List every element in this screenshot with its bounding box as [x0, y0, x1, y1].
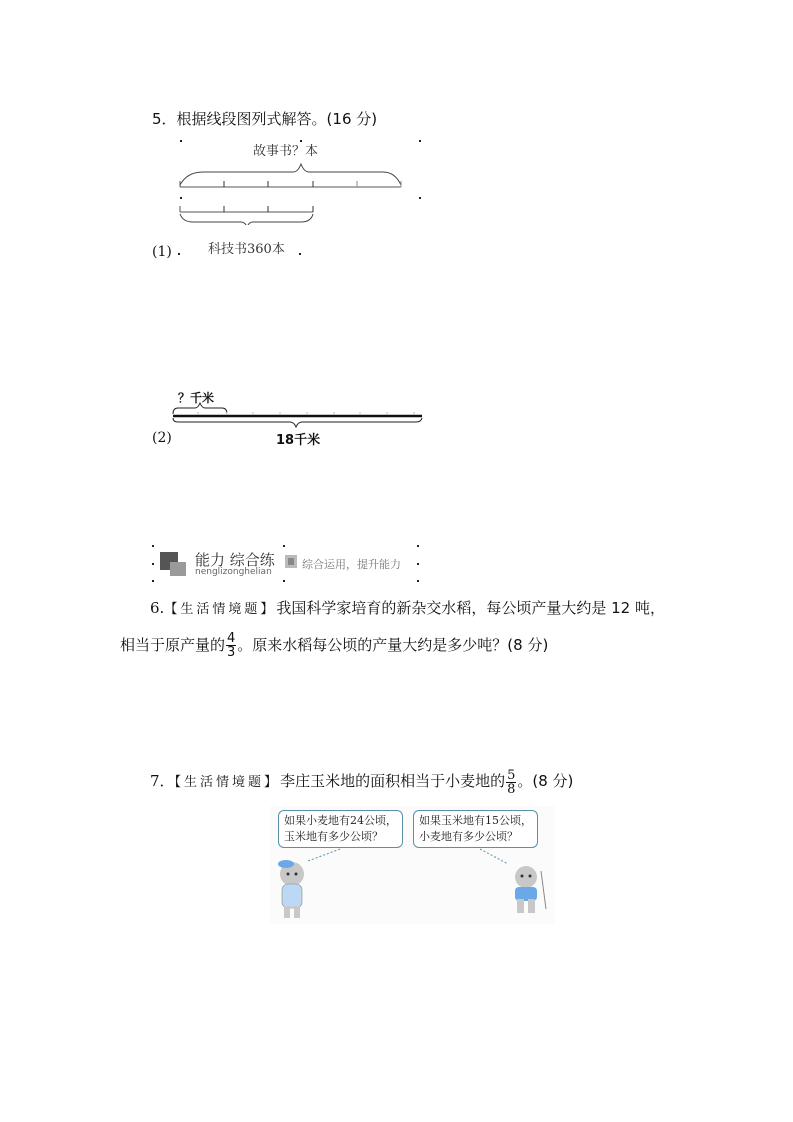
- fraction-numerator: 4: [227, 631, 236, 646]
- anchor-dot: [283, 545, 285, 547]
- banner-pinyin: nenglizonghelian: [195, 567, 272, 577]
- bubble-text: 玉米地有多少公顷？: [284, 830, 383, 843]
- cartoon-character-right-icon: [506, 861, 551, 919]
- anchor-dot: [419, 197, 421, 199]
- q7-line: [150, 766, 573, 798]
- bubble-text: 如果小麦地有24公顷，: [284, 814, 397, 827]
- total-km-label: 18千米: [276, 433, 321, 448]
- q6-text-pre: 相当于原产量的: [120, 636, 226, 654]
- fraction-numerator: 5: [507, 767, 516, 783]
- q6-fraction: [226, 632, 236, 659]
- segment-diagram-1: [175, 150, 410, 225]
- bubble-text: 如果玉米地有15公顷，: [419, 814, 532, 827]
- q5-part2-label: (2): [152, 430, 172, 446]
- q6-text-post: 。原来水稻每公顷的产量大约是多少吨？(8 分): [237, 636, 549, 654]
- q7-text-pre: 李庄玉米地的面积相当于小麦地的: [280, 772, 506, 790]
- q7-tag: 【生活情境题】: [174, 775, 281, 790]
- story-book-label: 故事书？本: [253, 144, 319, 159]
- anchor-dot: [419, 140, 421, 142]
- unknown-km-label: ？千米: [178, 391, 215, 405]
- banner-title: 能力 综合练: [195, 551, 275, 569]
- anchor-dot: [283, 580, 285, 582]
- q5-title: 5．根据线段图列式解答。(16 分): [152, 110, 378, 128]
- q6-line2: [120, 630, 548, 660]
- banner-square-icon: [285, 555, 297, 568]
- q7-illustration: [270, 806, 555, 924]
- banner-logo-icon-accent: [170, 562, 186, 576]
- anchor-dot: [417, 580, 419, 582]
- q7-number: 7．: [150, 772, 175, 790]
- anchor-dot: [178, 253, 180, 255]
- bubble-text: 小麦地有多少公顷？: [419, 830, 518, 843]
- anchor-dot: [152, 545, 154, 547]
- anchor-dot: [152, 580, 154, 582]
- anchor-dot: [299, 253, 301, 255]
- q6-tag: 【生活情境题】: [164, 602, 277, 617]
- tech-book-label: 科技书360本: [208, 242, 285, 257]
- fraction-denominator: 8: [507, 781, 516, 797]
- q7-text-post: 。(8 分): [517, 772, 574, 790]
- cartoon-character-left-icon: [272, 856, 312, 922]
- anchor-dot: [152, 563, 154, 565]
- q5-part1-label: (1): [152, 244, 172, 260]
- fraction-denominator: 3: [227, 645, 236, 660]
- q7-fraction: [506, 769, 516, 796]
- banner-subtitle: 综合运用，提升能力: [302, 558, 401, 571]
- q6-text-line1: 我国科学家培育的新杂交水稻，每公顷产量大约是 12 吨，: [276, 599, 665, 617]
- q6-line1: [150, 597, 665, 618]
- anchor-dot: [417, 545, 419, 547]
- segment-diagram-2: [170, 402, 426, 432]
- q6-number: 6.: [150, 599, 165, 617]
- anchor-dot: [180, 140, 182, 142]
- anchor-dot: [417, 563, 419, 565]
